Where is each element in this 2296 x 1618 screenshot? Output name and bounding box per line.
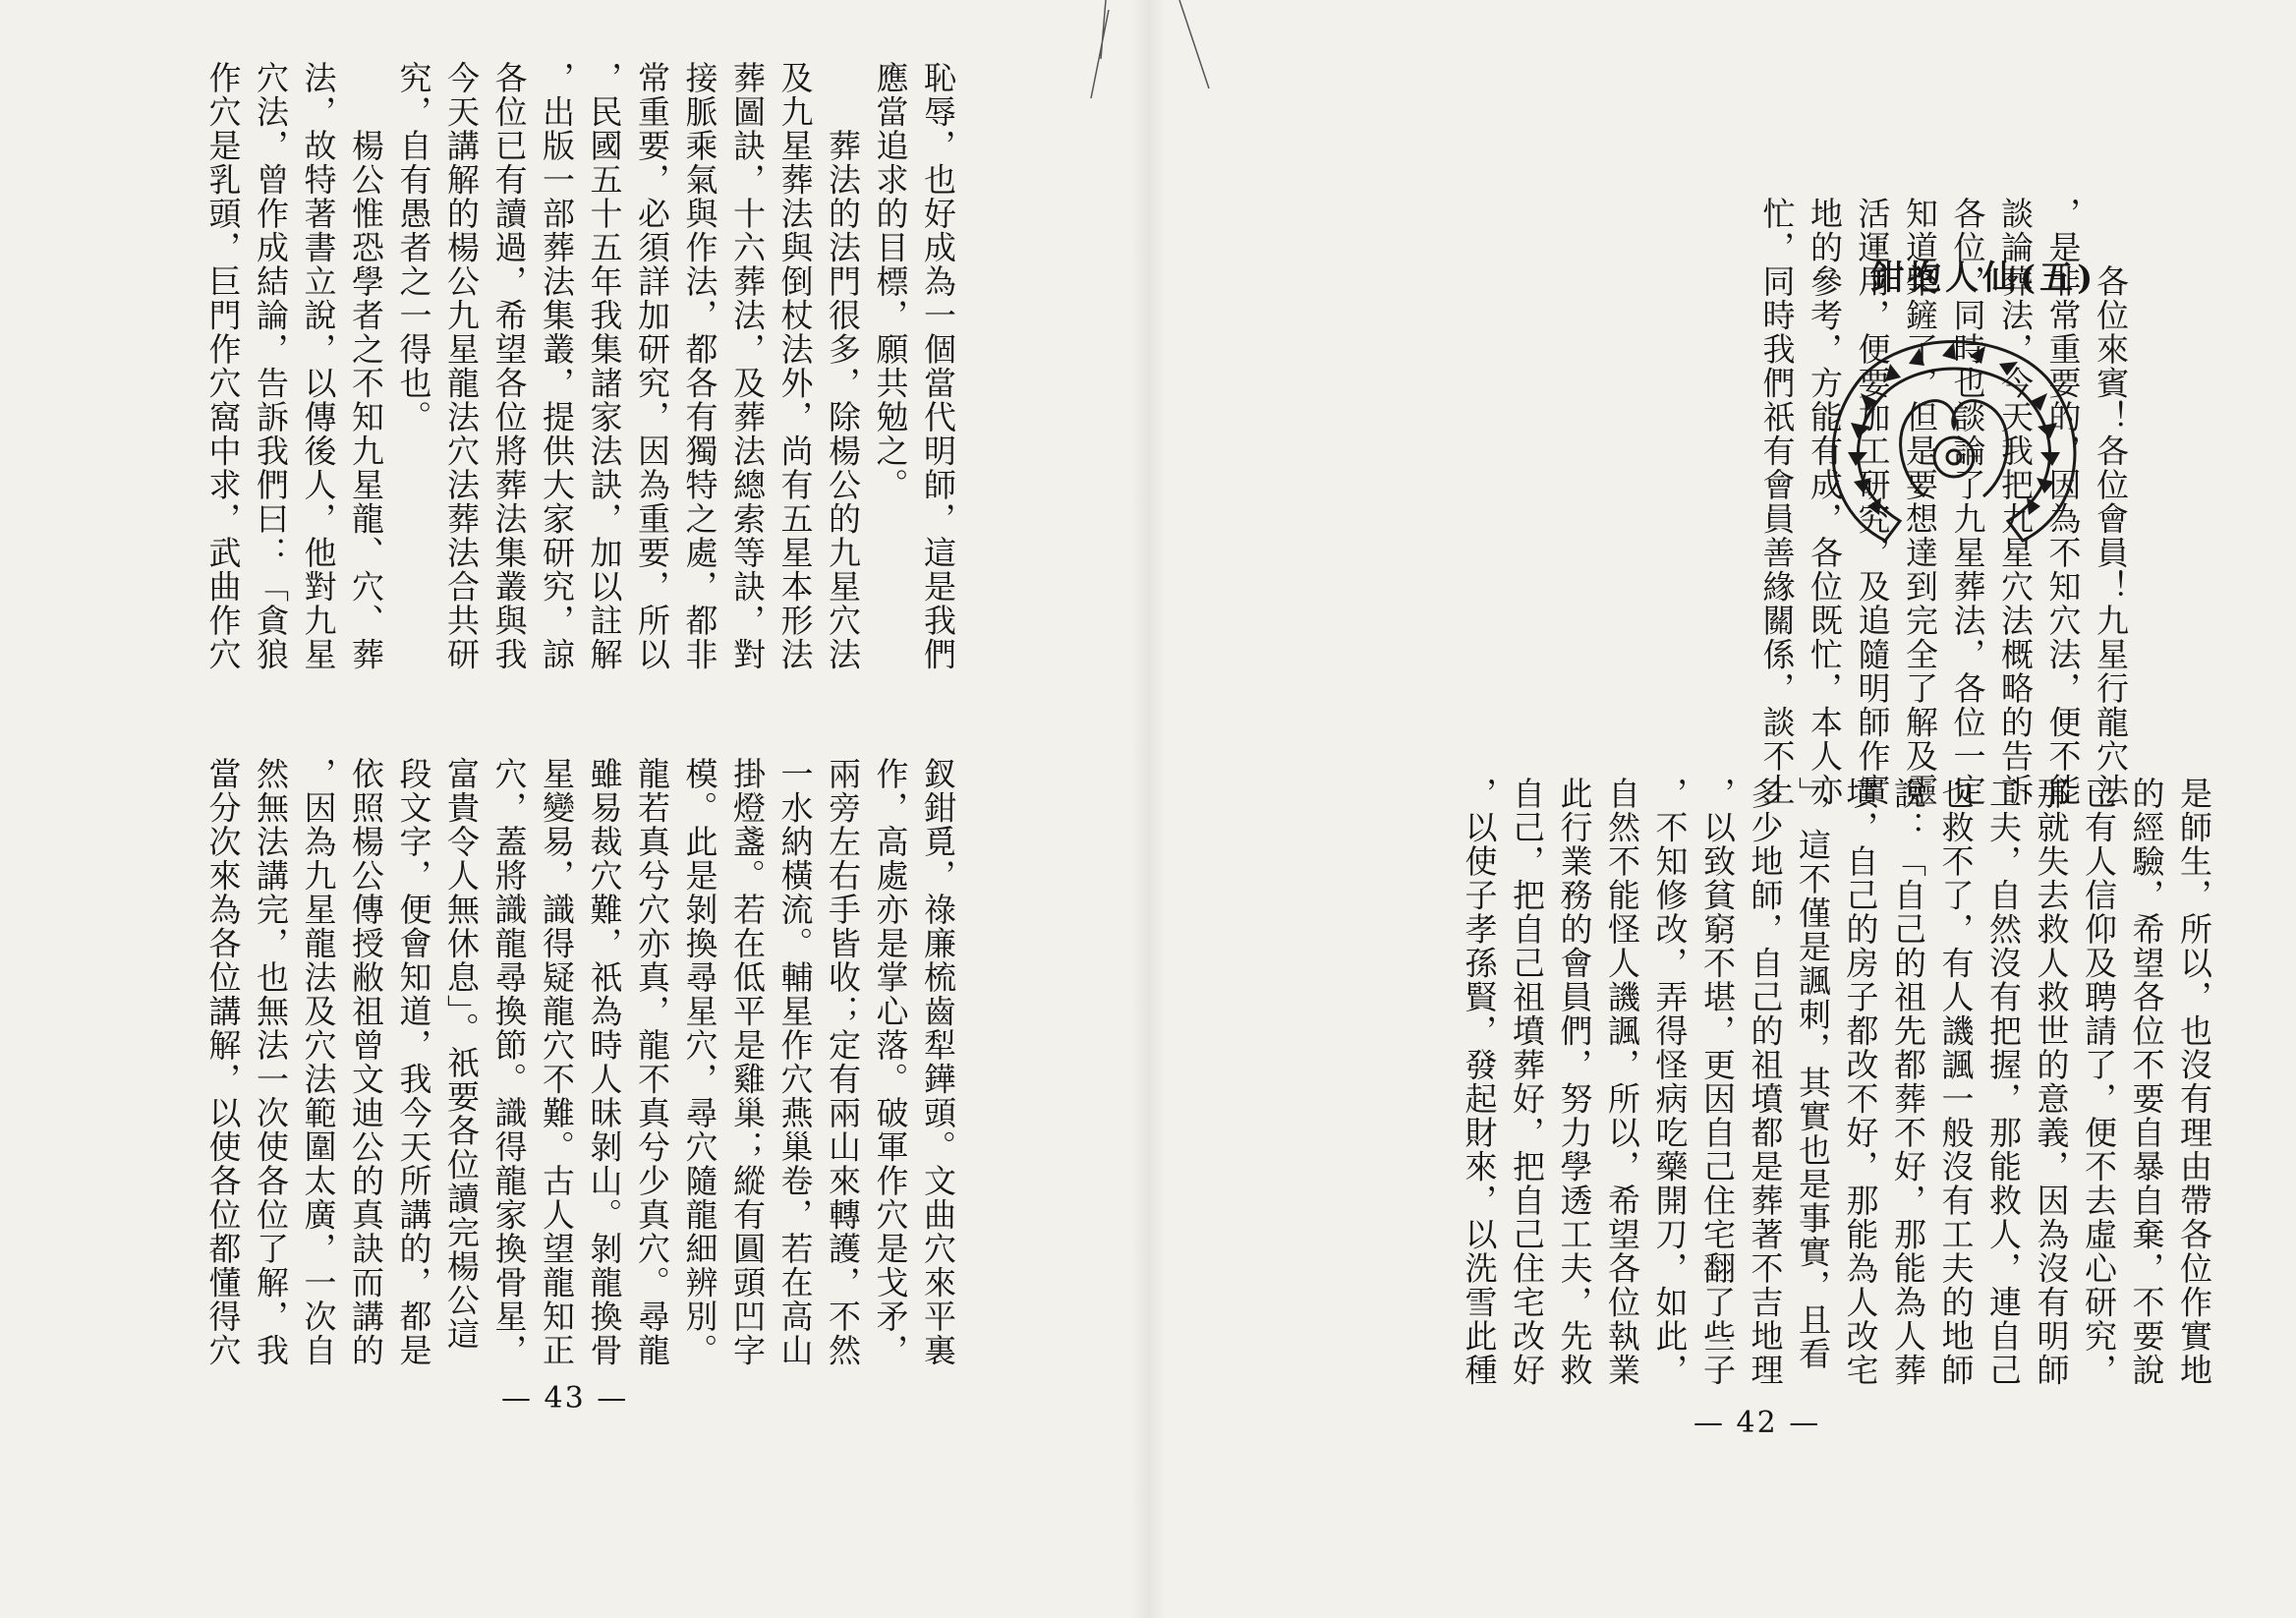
text-column: 忙，同時我們祇有會員善緣關係，談不上: [1757, 197, 1797, 807]
text-column: ，因為九星龍法及穴法範圍太廣，一次自: [299, 757, 338, 1367]
text-column: 段文字，便會知道，我今天所講的，都是: [394, 757, 433, 1367]
right-bottom-text-block: [1455, 777, 2217, 1387]
text-column: 一水納橫流。輔星作穴燕巢卷，若在高山: [775, 757, 815, 1367]
text-column: ，不知修改，弄得怪病吃藥開刀，如此，: [1650, 777, 1690, 1387]
text-column: ，民國五十五年我集諸家法訣，加以註解: [585, 61, 624, 671]
text-column: 楊公惟恐學者之不知九星龍、穴、葬: [347, 61, 385, 671]
text-column: 葬圖訣，十六葬法，及葬法總索等訣，對: [728, 61, 767, 671]
text-column: 各位，同時也談論了九星葬法，各位一定: [1948, 197, 1987, 807]
page-number-left: — 43 —: [501, 1381, 629, 1416]
page-number-right: — 42 —: [1693, 1406, 1821, 1440]
left-bottom-text-block: [199, 757, 961, 1367]
text-column: ，是非常重要的，因為不知穴法，便不能: [2043, 197, 2083, 807]
right-page: [1148, 0, 2296, 1618]
text-column: 穴法，曾作成結論，告訴我們曰：「貪狼: [252, 61, 290, 671]
text-column: 工夫，自然沒有把握，那能救人，連自己: [1984, 777, 2023, 1387]
text-column: 究，自有愚者之一得也。: [394, 61, 433, 434]
text-column: 法，故特著書立說，以傳後人，他對九星: [299, 61, 338, 671]
text-column: ，以致貧窮不堪，更因自己住宅翻了些子: [1698, 777, 1737, 1387]
text-column: 各位來賓！各位會員！九星行龍穴法: [2092, 197, 2130, 807]
text-column: 自然不能怪人譏諷，所以，希望各位執業: [1603, 777, 1641, 1387]
text-column: 作穴是乳頭，巨門作穴窩中求，武曲作穴: [203, 61, 243, 671]
text-column: 」，這不僅是諷刺，其實也是事實，且看: [1794, 777, 1832, 1371]
text-column: 已有人信仰及聘請了，便不去虛心研究，: [2080, 777, 2118, 1387]
text-column: 依照楊公傳授敝祖曾文迪公的真訣而講的: [347, 757, 385, 1367]
text-column: 穴，蓋將識龍尋換節。識得龍家換骨星，: [489, 757, 529, 1367]
text-column: 也救不了，有人譏諷一般沒有工夫的地師: [1936, 777, 1976, 1387]
text-column: 及九星葬法與倒杖法外，尚有五星本形法: [775, 61, 815, 671]
text-column: ，以使子孝孫賢，發起財來，以洗雪此種: [1460, 777, 1499, 1387]
left-top-text-block: [199, 61, 961, 749]
scan-artifact-lines: [1062, 0, 1258, 118]
text-column: 此行業務的會員們，努力學透工夫，先救: [1555, 777, 1594, 1387]
right-top-text-block: [1752, 197, 2134, 807]
text-column: 富貴令人無休息」。祇要各位讀完楊公這: [442, 757, 481, 1352]
text-column: 恥辱，也好成為一個當代明師，這是我們: [919, 61, 957, 671]
text-column: ，出版一部葬法集叢，提供大家研究，諒: [538, 61, 576, 671]
text-column: 活運用，便要加工研究，及追隨明師作實: [1853, 197, 1892, 807]
text-column: 釵鉗覓，祿廉梳齒犁鏵頭。文曲穴來平裏: [919, 757, 957, 1367]
text-column: 當分次來為各位講解，以使各位都懂得穴: [203, 757, 243, 1367]
text-column: 自己，把自己祖墳葬好，把自己住宅改好: [1508, 777, 1546, 1387]
text-column: 葬法的法門很多，除楊公的九星穴法: [824, 61, 862, 671]
text-column: 兩旁左右手皆收；定有兩山來轉護，不然: [824, 757, 862, 1367]
text-column: 各位已有讀過，希望各位將葬法集叢與我: [489, 61, 529, 671]
text-column: 然無法講完，也無法一次使各位了解，我: [252, 757, 290, 1367]
text-column: 說：「自己的祖先都葬不好，那能為人葬: [1889, 777, 1927, 1387]
figure-title: 鉗抱人仙(五): [1870, 259, 2097, 298]
text-column: 雖易裁穴難，祇為時人昧剝山。剝龍換骨: [585, 757, 624, 1367]
text-column: 作，高處亦是掌心落。破軍作穴是戈矛，: [871, 757, 910, 1367]
text-column: 模。此是剝換尋星穴，尋穴隨龍細辨別。: [680, 757, 719, 1367]
text-column: 墳，自己的房子都改不好，那能為人改宅: [1841, 777, 1880, 1387]
text-column: 的經驗，希望各位不要自暴自棄，不要說: [2127, 777, 2166, 1387]
text-column: 星變易，識得疑龍穴不難。古人望龍知正: [538, 757, 576, 1367]
text-column: 地的參考，方能有成，各位既忙，本人亦: [1806, 197, 1844, 807]
text-column: 龍若真兮穴亦真，龍不真兮少真穴。尋龍: [633, 757, 671, 1367]
text-column: 掛燈盞。若在低平是雞巢；縱有圓頭凹字: [728, 757, 767, 1367]
text-column: 多少地師，自己的祖墳都是葬著不吉地理: [1746, 777, 1785, 1387]
text-column: 那就失去救人救世的意義，因為沒有明師: [2032, 777, 2071, 1387]
text-column: 今天講解的楊公九星龍法穴法葬法合共研: [442, 61, 481, 671]
text-column: 接脈乘氣與作法，都各有獨特之處，都非: [680, 61, 719, 671]
text-column: 知道棨鏟了，但是要想達到完全了解及靈: [1901, 197, 1939, 807]
text-column: 應當追求的目標，願共勉之。: [871, 61, 910, 502]
text-column: 是師生，所以，也沒有理由帶各位作實地: [2175, 777, 2213, 1387]
text-column: 談論葬法，今天我把九星穴法概略的告訴: [1996, 197, 2035, 807]
text-column: 常重要，必須詳加研究，因為重要，所以: [633, 61, 671, 671]
